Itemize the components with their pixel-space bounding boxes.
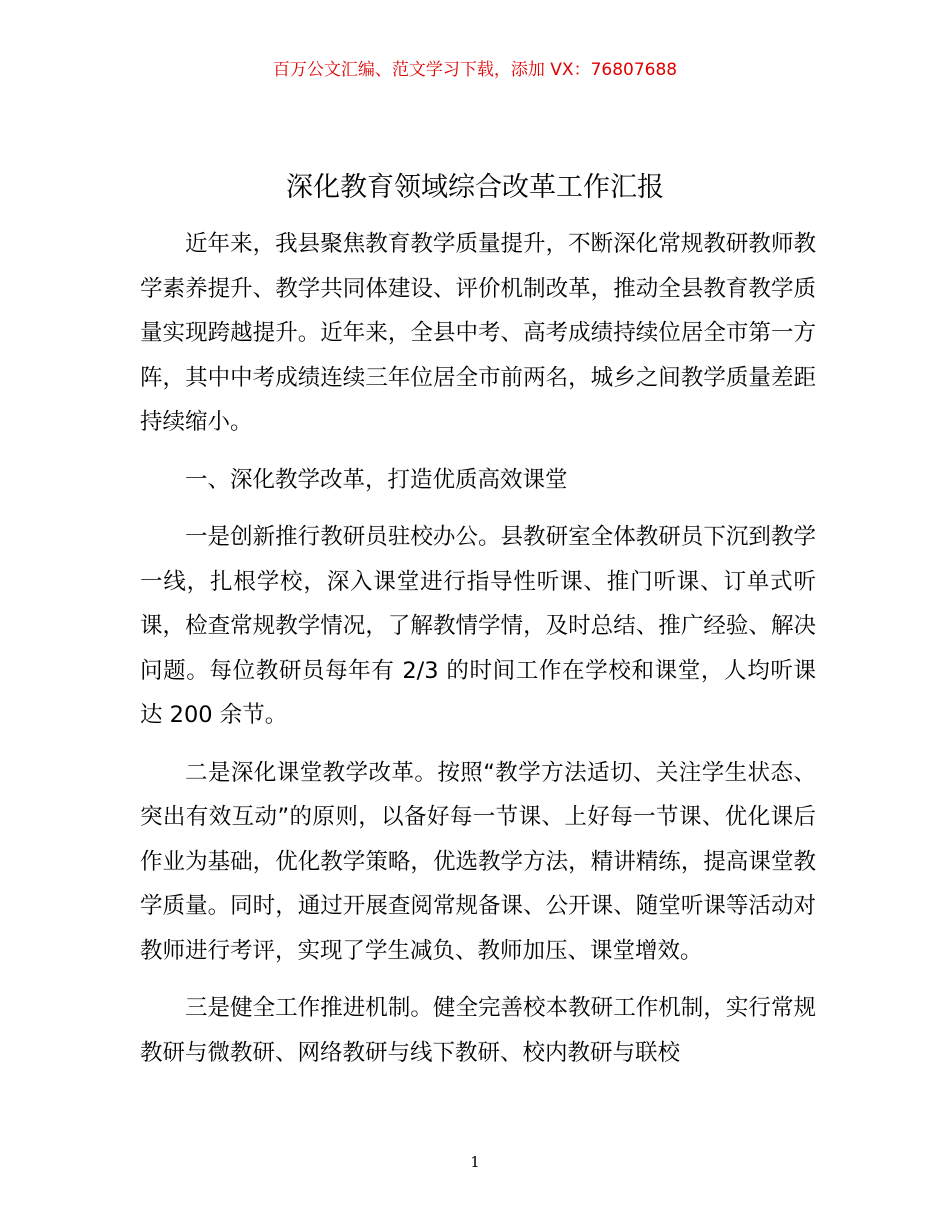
paragraph-intro: 近年来，我县聚焦教育教学质量提升，不断深化常规教研教师教学素养提升、教学共同体建设、评价机制改革，推动全县教育教学质量实现跨越提升。近年来，全县中考、高考成绩持续位居全市第一方阵，其中中考成绩连续三年位居全市前两名，城乡之间教学质量差距持续缩小。	[140, 231, 816, 435]
document-title: 深化教育领域综合改革工作汇报	[286, 172, 664, 203]
paragraph-point-two: 二是深化课堂教学改革。按照“教学方法适切、关注学生状态、突出有效互动”的原则，以备好每一节课、上好每一节课、优化课后作业为基础，优化教学策略，优选教学方法，精讲精练，提高课堂教学质量。同时，通过开展查阅常规备课、公开课、随堂听课等活动对教师进行考评，实现了学生减负、教师加压、课堂增效。	[140, 759, 816, 964]
document-body	[140, 222, 816, 1088]
paragraph-point-three: 三是健全工作推进机制。健全完善校本教研工作机制，实行常规教研与微教研、网络教研与线下教研、校内教研与联校	[140, 995, 816, 1066]
page-number: 1	[470, 1153, 480, 1171]
promo-header-note: 百万公文汇编、范文学习下载，添加 VX：76807688	[272, 60, 678, 80]
paragraph-point-one: 一是创新推行教研员驻校办公。县教研室全体教研员下沉到教学一线，扎根学校，深入课堂进行指导性听课、推门听课、订单式听课，检查常规教学情况，了解教情学情，及时总结、推广经验、解决问题。每位教研员每年有 2/3 的时间工作在学校和课堂，人均听课达 200 余节。	[140, 524, 816, 728]
section-heading: 一、深化教学改革，打造优质高效课堂	[185, 466, 568, 493]
